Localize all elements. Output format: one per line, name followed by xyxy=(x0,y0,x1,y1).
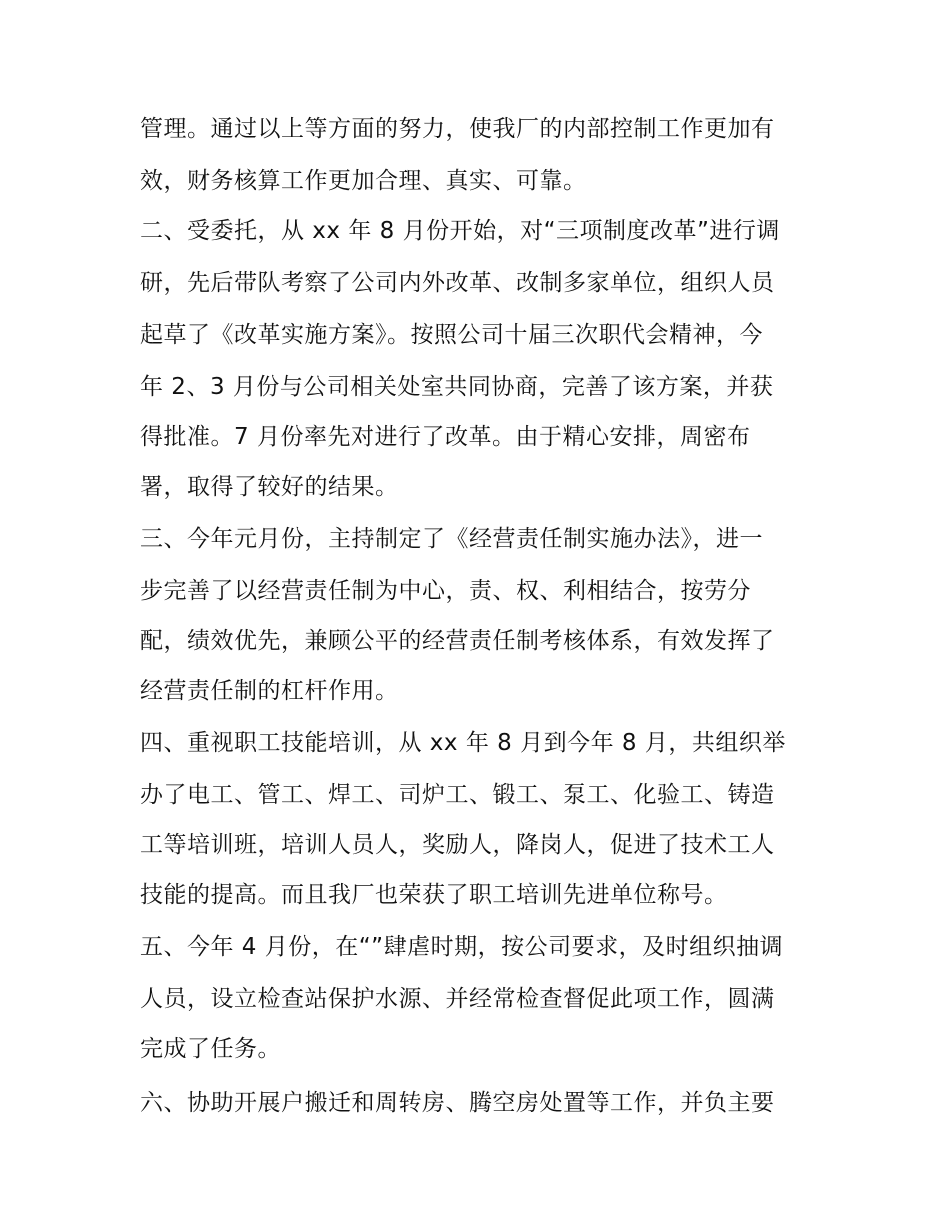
text-line: 三、今年元月份，主持制定了《经营责任制实施办法》，进一 xyxy=(140,526,763,552)
text-line: 四、重视职工技能培训，从 xx 年 8 月到今年 8 月，共组织举 xyxy=(140,730,786,756)
text-line: 署，取得了较好的结果。 xyxy=(140,474,399,500)
text-line: 得批准。7 月份率先对进行了改革。由于精心安排，周密布 xyxy=(140,424,751,450)
text-line: 配，绩效优先，兼顾公平的经营责任制考核体系，有效发挥了 xyxy=(140,628,775,654)
text-line: 五、今年 4 月份，在“”肆虐时期，按公司要求，及时组织抽调 xyxy=(140,934,784,960)
text-line: 工等培训班，培训人员人，奖励人，降岗人，促进了技术工人 xyxy=(140,832,775,858)
text-line: 研，先后带队考察了公司内外改革、改制多家单位，组织人员 xyxy=(140,270,775,296)
text-line: 起草了《改革实施方案》。按照公司十届三次职代会精神，今 xyxy=(140,322,763,348)
text-line: 技能的提高。而且我厂也荣获了职工培训先进单位称号。 xyxy=(140,882,728,908)
text-line: 年 2、3 月份与公司相关处室共同协商，完善了该方案，并获 xyxy=(140,374,774,400)
text-line: 完成了任务。 xyxy=(140,1036,281,1062)
text-line: 管理。通过以上等方面的努力，使我厂的内部控制工作更加有 xyxy=(140,116,775,142)
text-line: 步完善了以经营责任制为中心，责、权、利相结合，按劳分 xyxy=(140,578,751,604)
text-line: 六、协助开展户搬迁和周转房、腾空房处置等工作，并负主要 xyxy=(140,1090,775,1116)
text-line: 人员，设立检查站保护水源、并经常检查督促此项工作，圆满 xyxy=(140,986,775,1012)
text-line: 办了电工、管工、焊工、司炉工、锻工、泵工、化验工、铸造 xyxy=(140,782,775,808)
text-line: 经营责任制的杠杆作用。 xyxy=(140,678,399,704)
text-line: 效，财务核算工作更加合理、真实、可靠。 xyxy=(140,168,587,194)
text-line: 二、受委托，从 xx 年 8 月份开始，对“三项制度改革”进行调 xyxy=(140,218,780,244)
